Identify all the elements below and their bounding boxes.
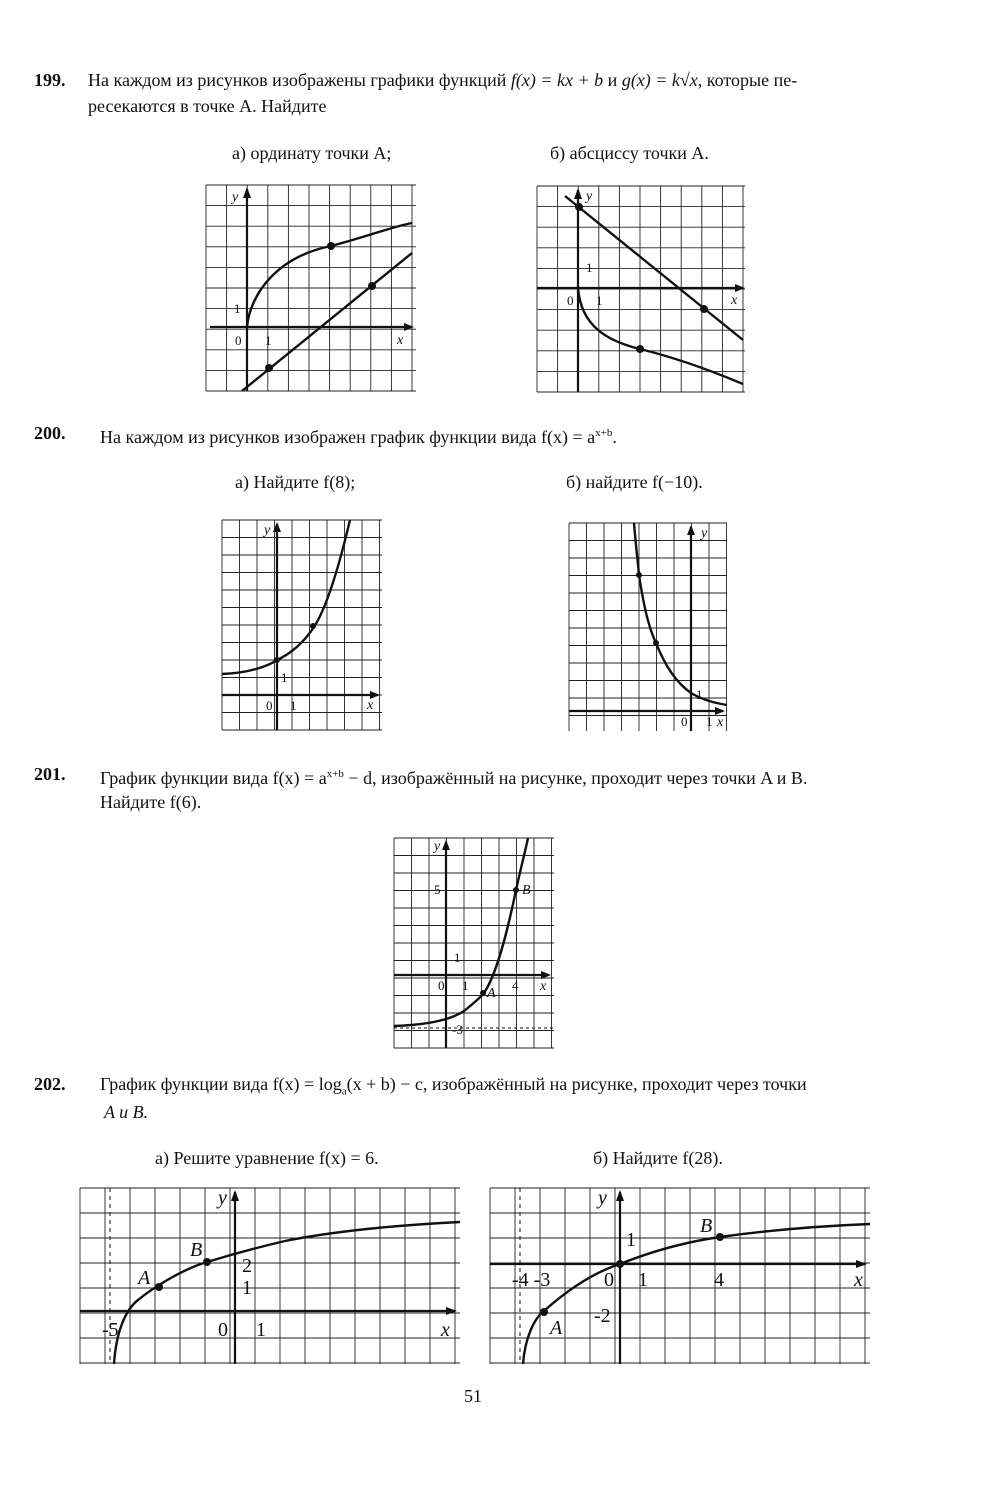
y-axis-arrow [687, 525, 695, 535]
p202-text-a: График функции вида f(x) = log [100, 1074, 342, 1094]
chart-200a [222, 520, 382, 730]
p200-exp: x+b [595, 427, 613, 439]
log-curve [523, 1224, 870, 1364]
point [368, 282, 376, 290]
p202-caption-b: б) Найдите f(28). [593, 1148, 723, 1168]
chart-202a [80, 1188, 460, 1364]
tick-1-x: 1 [290, 698, 297, 713]
point-A [540, 1308, 548, 1316]
problem-202-line2: A и B. [104, 1102, 149, 1122]
point [636, 345, 644, 353]
exp-curve [222, 520, 350, 674]
label-B: B [700, 1215, 713, 1237]
tick-1-y: 1 [696, 687, 703, 702]
p202-text-b: (x + b) − c, изображённый на рисунке, проходит через точки [346, 1074, 807, 1094]
tick-m2-y: -2 [594, 1305, 611, 1327]
x-axis-arrow [715, 707, 725, 715]
point-B [716, 1233, 724, 1241]
tick-4-x: 4 [512, 978, 519, 993]
tick-1-x: 1 [265, 333, 272, 348]
x-label: x [397, 333, 404, 348]
x-label: x [367, 698, 374, 713]
y-label: y [586, 189, 593, 204]
tick-1-x: 1 [596, 293, 603, 308]
origin-label: 0 [681, 714, 688, 729]
tick-1-x: 1 [638, 1269, 648, 1291]
tick-1-y: 1 [454, 950, 461, 965]
point [265, 364, 273, 372]
y-axis-arrow [574, 188, 582, 199]
x-axis-arrow [735, 284, 745, 292]
point [653, 640, 659, 646]
page-number: 51 [464, 1386, 482, 1406]
label-A: A [138, 1267, 151, 1289]
y-label: y [218, 1187, 227, 1209]
point-B [513, 887, 519, 893]
exp-curve [634, 523, 727, 705]
point [575, 203, 583, 211]
point [310, 623, 316, 629]
y-label: y [701, 526, 708, 541]
y-label: y [232, 190, 239, 205]
p202-caption-a: а) Решите уравнение f(x) = 6. [155, 1148, 379, 1168]
tick-2-y: 2 [242, 1255, 252, 1277]
x-label: x [731, 293, 738, 308]
label-B: B [190, 1239, 203, 1261]
p201-text-a: График функции вида f(x) = a [100, 768, 327, 788]
chart-201 [394, 838, 554, 1048]
tick-1-x: 1 [256, 1319, 266, 1341]
tick-1-x: 1 [706, 714, 713, 729]
chart-199a [206, 185, 416, 391]
tick-1-y: 1 [234, 301, 241, 316]
point-A [155, 1283, 163, 1291]
y-axis-arrow [243, 187, 251, 198]
origin-label: 0 [266, 698, 273, 713]
p199-g-def: g(x) = k√x [621, 70, 698, 90]
origin-label: 0 [438, 978, 445, 993]
x-label: x [717, 715, 724, 730]
p199-f-def: f(x) = kx + b [510, 70, 604, 90]
p199-text-b: , которые пе- [697, 70, 798, 90]
problem-200-text [100, 421, 617, 449]
origin-label: 0 [218, 1319, 228, 1341]
p200-end: . [612, 427, 617, 447]
exp-curve [394, 838, 528, 1026]
y-label: y [434, 839, 441, 854]
problem-199-line2: ресекаются в точке A. Найдите [88, 96, 327, 116]
x-label: x [854, 1269, 863, 1291]
point [616, 1260, 624, 1268]
label-B: B [522, 883, 531, 898]
problem-199-number: 199. [34, 70, 66, 90]
point [274, 657, 280, 663]
tick-1-y: 1 [626, 1229, 636, 1251]
tick-1-x: 1 [462, 978, 469, 993]
p199-text-a: На каждом из рисунков изображены графики функций [88, 70, 511, 90]
label-A: A [487, 986, 496, 1001]
y-axis-arrow [442, 840, 450, 850]
tick-1-y: 1 [281, 670, 288, 685]
p202-sub: a [341, 1085, 347, 1098]
problem-199-line1 [88, 68, 797, 92]
point [700, 305, 708, 313]
y-label: y [264, 523, 271, 538]
p199-caption-a: а) ординату точки A; [232, 143, 392, 163]
x-label: x [441, 1319, 450, 1341]
y-label: y [598, 1187, 607, 1209]
problem-202-number: 202. [34, 1074, 66, 1094]
problem-202-text [100, 1072, 807, 1104]
y-axis-arrow [231, 1190, 239, 1201]
y-axis-arrow [616, 1190, 624, 1201]
chart-202b [490, 1188, 870, 1364]
p201-text-b: − d, изображённый на рисунке, проходит через точки A и B. [343, 768, 808, 788]
p199-caption-b: б) абсциссу точки A. [550, 143, 709, 163]
tick-m5-x: -5 [102, 1319, 119, 1341]
p199-and: и [603, 70, 622, 90]
problem-201-number: 201. [34, 764, 66, 784]
tick-m4m3-x: -4 -3 [512, 1269, 551, 1291]
origin-label: 0 [567, 293, 574, 308]
log-curve [114, 1222, 460, 1364]
point [636, 572, 642, 578]
origin-label: 0 [235, 333, 242, 348]
problem-200-number: 200. [34, 423, 66, 443]
tick-1-y: 1 [242, 1277, 252, 1299]
x-label: x [540, 979, 547, 994]
chart-199b [537, 186, 745, 392]
chart-200b [569, 523, 727, 731]
point-A [480, 990, 486, 996]
problem-201-text [100, 762, 807, 790]
tick-5-y: 5 [434, 882, 441, 897]
p201-exp: x+b [326, 768, 344, 780]
tick-1-y: 1 [586, 260, 593, 275]
tick-4-x: 4 [714, 1269, 724, 1291]
point-A [327, 242, 335, 250]
tick-m3-y: -3 [452, 1022, 463, 1037]
p200-caption-b: б) найдите f(−10). [566, 472, 703, 492]
p200-caption-a: а) Найдите f(8); [235, 472, 356, 492]
problem-201-line2: Найдите f(6). [100, 792, 202, 812]
p200-text: На каждом из рисунков изображен график функции вида f(x) = a [100, 427, 596, 447]
point-B [203, 1258, 211, 1266]
origin-label: 0 [604, 1269, 614, 1291]
label-A: A [550, 1317, 563, 1339]
x-axis-arrow [404, 323, 414, 331]
